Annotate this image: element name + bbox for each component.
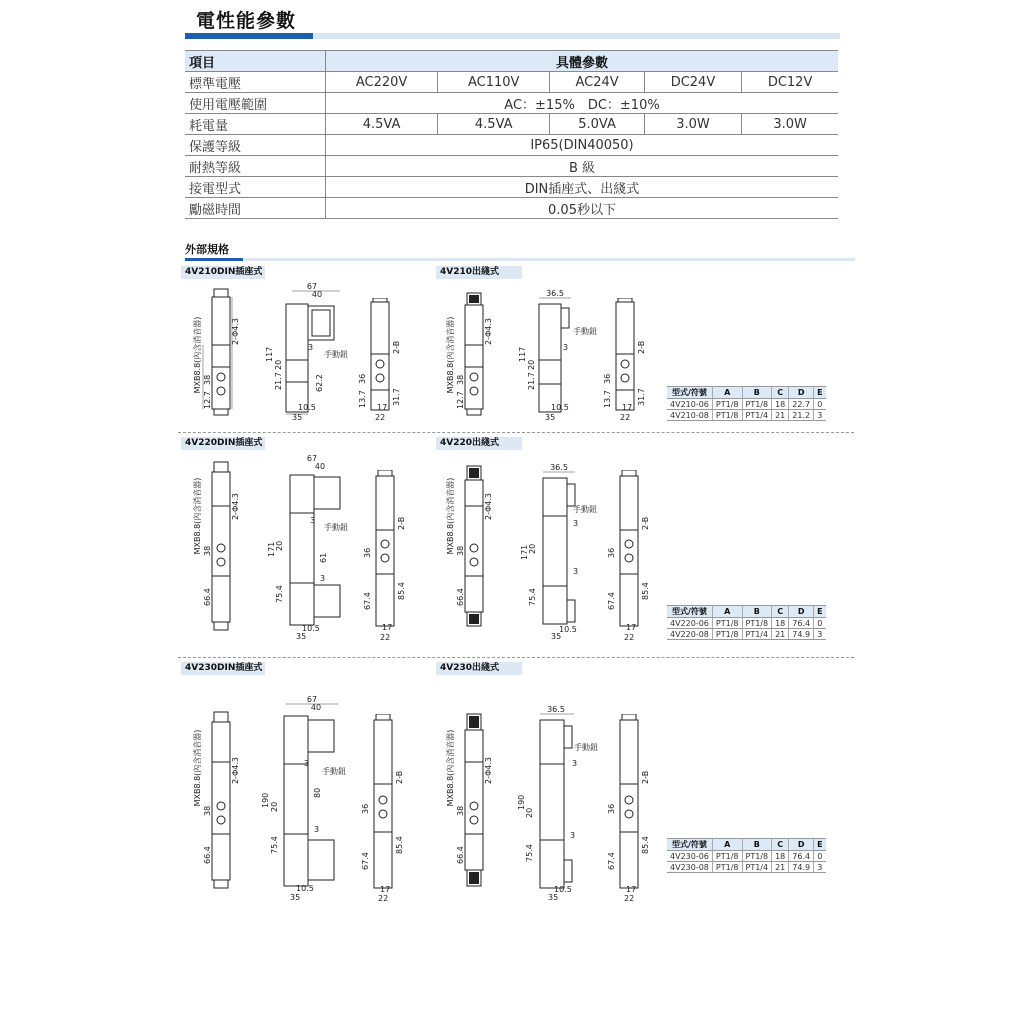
dim-31-7: 31.7 <box>392 388 401 406</box>
dim-67: 67 <box>306 454 318 463</box>
dim-3: 3 <box>573 519 579 528</box>
model-cell: 21 <box>772 862 789 873</box>
dim-mxb: MXB8.8(內含消音器) <box>193 316 202 394</box>
dim-36-5: 36.5 <box>550 463 568 472</box>
drawing-4v220-wire-front <box>515 460 610 640</box>
model-table-row <box>667 410 826 421</box>
model-cell: PT1/4 <box>742 862 772 873</box>
dim-31-7: 31.7 <box>637 388 646 406</box>
dim-phi: 2-Φ4.3 <box>231 493 240 520</box>
model-cell: PT1/8 <box>742 618 772 629</box>
page-title: 電性能參數 <box>196 10 297 32</box>
drawing-4v210-wire-end <box>600 298 650 424</box>
label-manual: 手動鈕 <box>574 743 598 752</box>
dim-171: 171 <box>267 541 276 557</box>
model-cell: 4V210-08 <box>667 410 712 421</box>
spec-row-label: 耗電量 <box>185 114 326 135</box>
dim-10-5: 10.5 <box>298 403 316 412</box>
model-col-header: A <box>712 387 742 399</box>
label-manual: 手動鈕 <box>324 350 348 359</box>
drawing-4v220-din-end <box>360 470 410 642</box>
dim-66-4: 66.4 <box>203 846 212 864</box>
model-cell: 21 <box>772 410 789 421</box>
spec-cell: AC24V <box>550 72 644 93</box>
dim-36: 36 <box>603 373 612 384</box>
section-divider <box>178 657 854 658</box>
drawing-4v230-din-side <box>190 708 250 894</box>
dim-3: 3 <box>320 574 326 583</box>
external-spec-title: 外部規格 <box>185 243 229 256</box>
dim-3: 3 <box>573 567 579 576</box>
model-table-header <box>667 606 826 618</box>
model-col-header: 型式/符號 <box>667 387 712 399</box>
spec-row <box>185 72 838 93</box>
spec-cell: DC24V <box>644 72 741 93</box>
model-col-header: 型式/符號 <box>667 606 712 618</box>
model-col-header: E <box>814 839 826 851</box>
dim-36: 36 <box>607 547 616 558</box>
model-cell: PT1/8 <box>712 862 742 873</box>
dim-190: 190 <box>261 792 270 808</box>
spec-cell: DC12V <box>742 72 838 93</box>
dim-35: 35 <box>296 632 307 641</box>
dim-phi: 2-Φ4.3 <box>484 493 493 520</box>
dim-75-4: 75.4 <box>270 836 279 854</box>
spec-row <box>185 135 838 156</box>
dim-10-5: 10.5 <box>559 625 577 634</box>
dim-10-5: 10.5 <box>296 884 314 893</box>
dim-phi: 2-Φ4.3 <box>484 757 493 784</box>
dim-10-5: 10.5 <box>554 885 572 894</box>
dim-67-4: 67.4 <box>361 852 370 870</box>
dim-3: 3 <box>563 343 569 352</box>
model-cell: PT1/4 <box>742 410 772 421</box>
dim-62-2: 62.2 <box>315 374 324 392</box>
spec-row <box>185 114 838 135</box>
dim-port: 2-B <box>395 770 404 784</box>
model-cell: 21.2 <box>789 410 814 421</box>
dim-36: 36 <box>358 373 367 384</box>
dim-phi: 2-Φ4.3 <box>231 318 240 345</box>
model-cell: 76.4 <box>789 618 814 629</box>
spec-cell: 4.5VA <box>438 114 550 135</box>
model-col-header: E <box>814 387 826 399</box>
dim-75-4: 75.4 <box>275 585 284 603</box>
section-4v220-wire: 4V220出綫式 <box>436 437 522 450</box>
model-col-header: B <box>742 839 772 851</box>
label-manual: 手動鈕 <box>322 767 346 776</box>
dim-117: 117 <box>518 346 527 362</box>
drawing-4v210-wire-front <box>515 288 610 424</box>
dim-85-4: 85.4 <box>395 836 404 854</box>
model-cell: PT1/8 <box>742 851 772 862</box>
dim-20: 20 <box>527 359 536 370</box>
model-col-header: B <box>742 606 772 618</box>
dim-75-4: 75.4 <box>525 844 534 862</box>
model-cell: PT1/8 <box>712 629 742 640</box>
dim-66-4: 66.4 <box>456 846 465 864</box>
dim-36: 36 <box>363 547 372 558</box>
dim-190: 190 <box>517 794 526 810</box>
model-cell: 74.9 <box>789 629 814 640</box>
dim-61: 61 <box>319 552 328 563</box>
dim-20: 20 <box>525 807 534 818</box>
drawing-4v230-wire-front <box>512 702 612 902</box>
dim-38: 38 <box>456 374 465 385</box>
model-table-4v220 <box>667 605 826 640</box>
dim-port: 2-B <box>392 340 401 354</box>
dim-3: 3 <box>572 759 578 768</box>
dim-38: 38 <box>203 545 212 556</box>
dim-35: 35 <box>551 632 562 640</box>
dim-36: 36 <box>361 803 370 814</box>
section-divider <box>178 432 854 433</box>
dim-17: 17 <box>377 403 388 412</box>
dim-mxb: MXB8.8(內含消音器) <box>446 477 455 555</box>
dim-35: 35 <box>548 893 559 902</box>
dim-38: 38 <box>456 545 465 556</box>
spec-row <box>185 156 838 177</box>
dim-85-4: 85.4 <box>641 582 650 600</box>
dim-36-5: 36.5 <box>547 705 565 714</box>
model-cell: 3 <box>814 862 826 873</box>
dim-20: 20 <box>274 359 283 370</box>
spec-row-label: 標準電壓 <box>185 72 326 93</box>
spec-header-row <box>185 51 838 72</box>
dim-40: 40 <box>310 703 322 712</box>
model-col-header: D <box>789 387 814 399</box>
external-spec-underline <box>185 258 855 261</box>
spec-cell-merged: B 級 <box>326 156 839 177</box>
model-col-header: A <box>712 606 742 618</box>
dim-mxb: MXB8.8(內含消音器) <box>446 316 455 394</box>
model-cell: 21 <box>772 629 789 640</box>
dim-port: 2-B <box>637 340 646 354</box>
dim-port: 2-B <box>397 516 406 530</box>
dim-22: 22 <box>380 633 391 642</box>
dim-phi: 2-Φ4.3 <box>484 318 493 345</box>
model-cell: 0 <box>814 399 826 410</box>
model-cell: 4V230-06 <box>667 851 712 862</box>
dim-80: 80 <box>313 787 322 798</box>
dim-10-5: 10.5 <box>302 624 320 633</box>
label-manual: 手動鈕 <box>324 523 348 532</box>
dim-10-5: 10.5 <box>551 403 569 412</box>
model-cell: PT1/8 <box>742 399 772 410</box>
model-cell: 3 <box>814 410 826 421</box>
spec-row <box>185 93 838 114</box>
dim-35: 35 <box>292 413 303 422</box>
model-col-header: B <box>742 387 772 399</box>
model-table-row <box>667 851 826 862</box>
model-cell: 4V210-06 <box>667 399 712 410</box>
section-4v210-din: 4V210DIN插座式 <box>181 266 265 279</box>
dim-12-7: 12.7 <box>203 391 212 409</box>
section-4v220-din: 4V220DIN插座式 <box>181 437 265 450</box>
dim-38: 38 <box>203 805 212 816</box>
drawing-4v220-wire-side <box>443 456 503 638</box>
dim-35: 35 <box>290 893 301 902</box>
model-cell: PT1/8 <box>712 410 742 421</box>
spec-cell-merged: AC：±15% DC：±10% <box>326 93 839 114</box>
spec-cell: 4.5VA <box>326 114 438 135</box>
model-table-header <box>667 839 826 851</box>
drawing-4v230-wire-side <box>443 708 503 894</box>
model-table-header <box>667 387 826 399</box>
model-cell: 4V220-08 <box>667 629 712 640</box>
label-manual: 手動鈕 <box>573 327 597 336</box>
dim-mxb: MXB8.8(內含消音器) <box>193 477 202 555</box>
model-cell: 18 <box>772 618 789 629</box>
dim-85-4: 85.4 <box>397 582 406 600</box>
drawing-4v210-din-front <box>262 282 352 424</box>
spec-header-label: 項目 <box>185 51 326 72</box>
spec-header-value: 具體參數 <box>326 51 839 72</box>
model-cell: 76.4 <box>789 851 814 862</box>
section-4v230-din: 4V230DIN插座式 <box>181 662 265 675</box>
dim-66-4: 66.4 <box>456 588 465 606</box>
dim-phi: 2-Φ4.3 <box>231 757 240 784</box>
model-cell: 74.9 <box>789 862 814 873</box>
dim-35: 35 <box>545 413 556 422</box>
drawing-4v210-wire-side <box>443 285 503 425</box>
model-col-header: C <box>772 606 789 618</box>
model-table-row <box>667 399 826 410</box>
model-table-4v230 <box>667 838 826 873</box>
spec-row-label: 耐熱等級 <box>185 156 326 177</box>
model-col-header: 型式/符號 <box>667 839 712 851</box>
model-col-header: D <box>789 839 814 851</box>
dim-36-5: 36.5 <box>546 289 564 298</box>
spec-row-label: 勵磁時間 <box>185 198 326 219</box>
spec-row <box>185 198 838 219</box>
dim-67: 67 <box>306 695 318 704</box>
dim-75-4: 75.4 <box>528 588 537 606</box>
spec-cell: AC110V <box>438 72 550 93</box>
model-cell: PT1/8 <box>712 618 742 629</box>
dim-17: 17 <box>626 623 637 632</box>
dim-3: 3 <box>314 825 320 834</box>
spec-cell-merged: 0.05秒以下 <box>326 198 839 219</box>
drawing-4v230-wire-end <box>604 714 654 902</box>
dim-port: 2-B <box>641 770 650 784</box>
drawing-4v210-din-side <box>190 285 250 425</box>
spec-cell-merged: IP65(DIN40050) <box>326 135 839 156</box>
model-cell: 0 <box>814 851 826 862</box>
dim-12-7: 12.7 <box>456 391 465 409</box>
spec-cell: 3.0W <box>644 114 741 135</box>
model-cell: 4V230-08 <box>667 862 712 873</box>
dim-3: 3 <box>570 831 576 840</box>
drawing-4v220-din-side <box>190 456 250 638</box>
dim-38: 38 <box>203 374 212 385</box>
model-cell: 4V220-06 <box>667 618 712 629</box>
dim-3: 3 <box>304 759 310 768</box>
dim-22: 22 <box>375 413 386 422</box>
dim-117: 117 <box>265 346 274 362</box>
model-col-header: D <box>789 606 814 618</box>
dim-20: 20 <box>528 543 537 554</box>
dim-21-7: 21.7 <box>527 372 536 390</box>
drawing-4v230-din-front <box>258 694 358 904</box>
dim-22: 22 <box>624 633 635 642</box>
spec-row <box>185 177 838 198</box>
dim-port: 2-B <box>641 516 650 530</box>
model-cell: 18 <box>772 399 789 410</box>
spec-row-label: 接電型式 <box>185 177 326 198</box>
dim-171: 171 <box>520 544 529 560</box>
model-cell: PT1/8 <box>712 851 742 862</box>
drawing-4v220-din-front <box>262 453 354 641</box>
dim-17: 17 <box>626 885 637 894</box>
model-table-row <box>667 862 826 873</box>
model-cell: PT1/8 <box>712 399 742 410</box>
dim-67-4: 67.4 <box>607 592 616 610</box>
dim-67: 67 <box>306 282 318 291</box>
model-cell: 3 <box>814 629 826 640</box>
title-underline <box>185 33 840 39</box>
model-table-4v210 <box>667 386 826 421</box>
model-col-header: E <box>814 606 826 618</box>
dim-13-7: 13.7 <box>603 390 612 408</box>
dim-mxb: MXB8.8(內含消音器) <box>446 729 455 807</box>
dim-17: 17 <box>382 623 393 632</box>
dim-13-7: 13.7 <box>358 390 367 408</box>
dim-22: 22 <box>620 413 631 422</box>
model-table-row <box>667 629 826 640</box>
spec-cell-merged: DIN插座式、出綫式 <box>326 177 839 198</box>
spec-row-label: 保護等級 <box>185 135 326 156</box>
spec-cell: AC220V <box>326 72 438 93</box>
model-cell: 22.7 <box>789 399 814 410</box>
drawing-4v230-din-end <box>358 714 408 902</box>
model-table-row <box>667 618 826 629</box>
dim-38: 38 <box>456 805 465 816</box>
spec-cell: 3.0W <box>742 114 838 135</box>
dim-17: 17 <box>380 885 391 894</box>
drawing-4v220-wire-end <box>604 470 654 642</box>
spec-cell: 5.0VA <box>550 114 644 135</box>
dim-66-4: 66.4 <box>203 588 212 606</box>
dim-22: 22 <box>378 894 389 902</box>
model-cell: 0 <box>814 618 826 629</box>
dim-67-4: 67.4 <box>607 852 616 870</box>
dim-20: 20 <box>270 801 279 812</box>
dim-85-4: 85.4 <box>641 836 650 854</box>
dim-mxb: MXB8.8(內含消音器) <box>193 729 202 807</box>
dim-40: 40 <box>311 290 323 299</box>
section-4v230-wire: 4V230出綫式 <box>436 662 522 675</box>
dim-40: 40 <box>314 462 326 471</box>
section-4v210-wire: 4V210出綫式 <box>436 266 522 279</box>
model-cell: 18 <box>772 851 789 862</box>
model-col-header: C <box>772 387 789 399</box>
dim-22: 22 <box>624 894 635 902</box>
dim-20: 20 <box>275 540 284 551</box>
dim-3: 3 <box>308 343 314 352</box>
electrical-spec-table <box>185 50 838 219</box>
dim-36: 36 <box>607 803 616 814</box>
dim-17: 17 <box>622 403 633 412</box>
dim-67-4: 67.4 <box>363 592 372 610</box>
spec-row-label: 使用電壓範圍 <box>185 93 326 114</box>
drawing-4v210-din-end <box>355 298 405 424</box>
dim-3: 3 <box>310 516 316 525</box>
label-manual: 手動鈕 <box>573 505 597 514</box>
dim-21-7: 21.7 <box>274 372 283 390</box>
model-cell: PT1/4 <box>742 629 772 640</box>
model-col-header: C <box>772 839 789 851</box>
model-col-header: A <box>712 839 742 851</box>
